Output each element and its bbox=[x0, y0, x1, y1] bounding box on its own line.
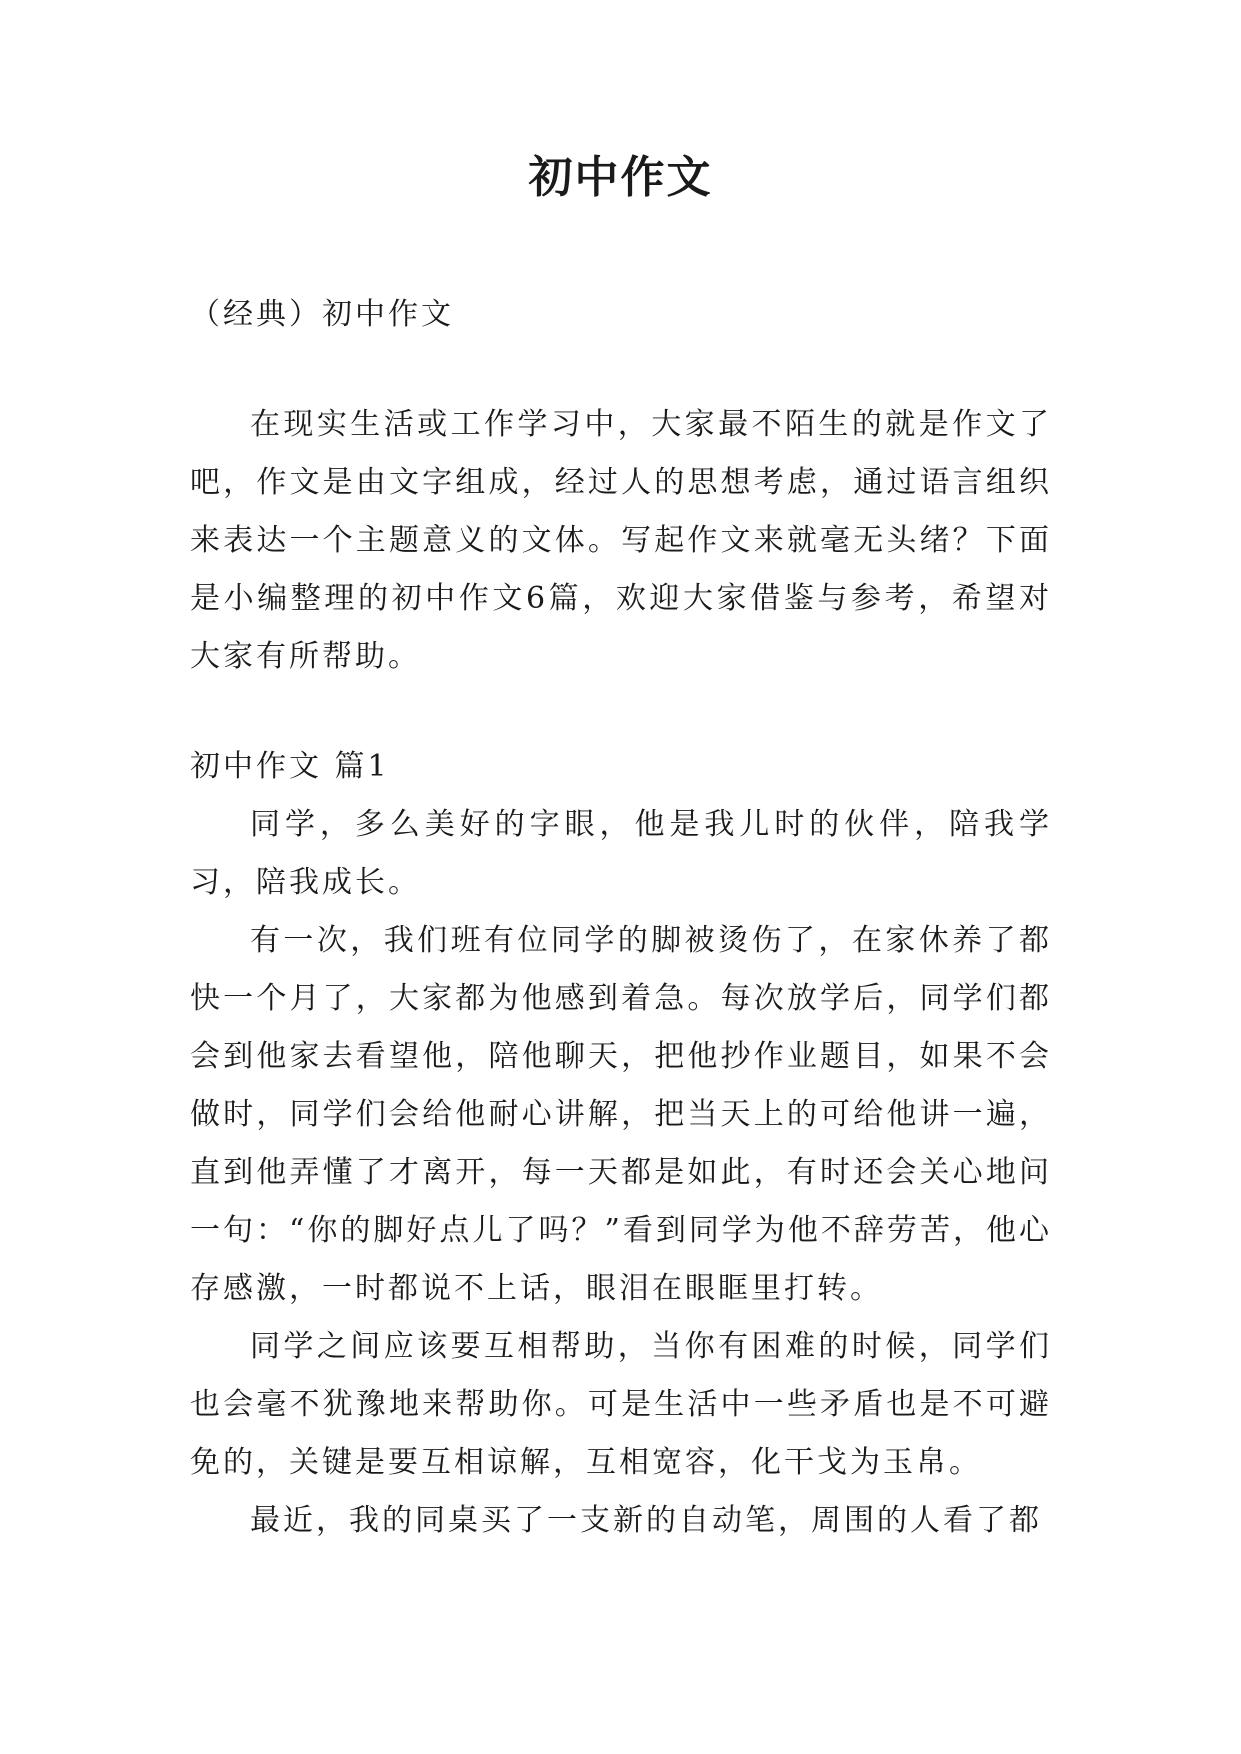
section-heading: 初中作文 篇1 bbox=[190, 749, 390, 784]
document-title: 初中作文 bbox=[528, 152, 713, 203]
intro-paragraph: 在现实生活或工作学习中，大家最不陌生的就是作文了吧，作文是由文字组成，经过人的思想考虑，通过语言组织来表达一个主题意义的文体。写起作文来就毫无头绪？下面是小编整理的初中作文6篇，欢迎大家借鉴与参考，希望对大家有所帮助。 bbox=[190, 407, 1052, 674]
body-paragraph: 最近，我的同桌买了一支新的自动笔，周围的人看了都 bbox=[250, 1503, 1042, 1538]
document-body bbox=[190, 286, 1052, 1550]
document-subtitle: （经典）初中作文 bbox=[190, 297, 454, 332]
body-paragraph: 同学之间应该要互相帮助，当你有困难的时候，同学们也会毫不犹豫地来帮助你。可是生活中一些矛盾也是不可避免的，关键是要互相谅解，互相宽容，化干戈为玉帛。 bbox=[190, 1329, 1052, 1480]
body-paragraph: 有一次，我们班有位同学的脚被烫伤了，在家休养了都快一个月了，大家都为他感到着急。每次放学后，同学们都会到他家去看望他，陪他聊天，把他抄作业题目，如果不会做时，同学们会给他耐心讲解，把当天上的可给他讲一遍，直到他弄懂了才离开，每一天都是如此，有时还会关心地问一句：“你的脚好点儿了吗？”看到同学为他不辞劳苦，他心存感激，一时都说不上话，眼泪在眼眶里打转。 bbox=[190, 923, 1052, 1306]
body-paragraph: 同学，多么美好的字眼，他是我儿时的伙伴，陪我学习，陪我成长。 bbox=[190, 807, 1052, 900]
